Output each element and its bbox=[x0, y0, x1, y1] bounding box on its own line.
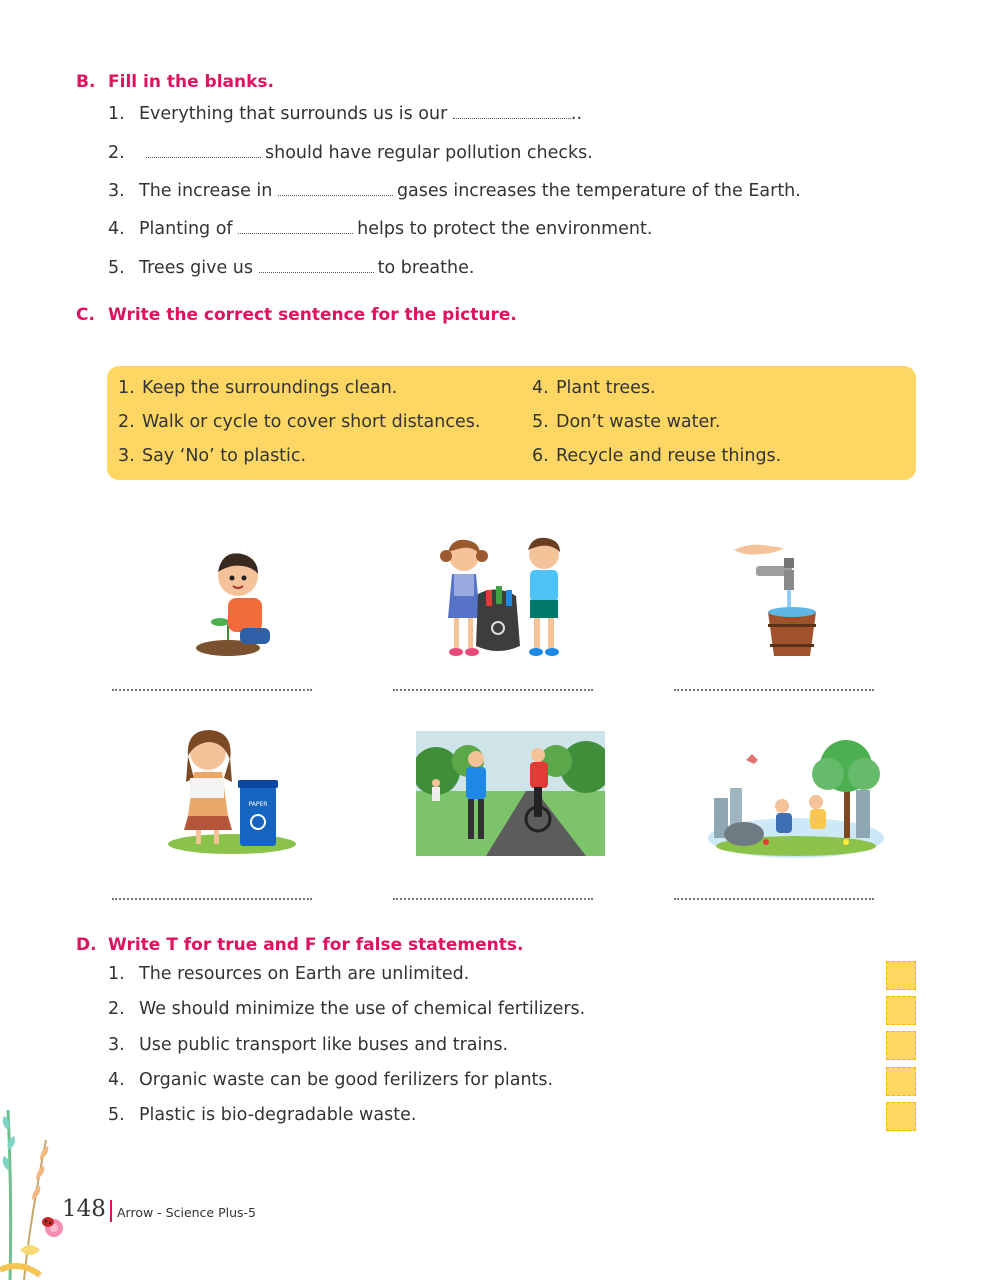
answer-line-6[interactable] bbox=[674, 897, 874, 900]
option-5 bbox=[532, 412, 720, 432]
option-text: Walk or cycle to cover short distances. bbox=[142, 412, 481, 432]
section-title: Fill in the blanks. bbox=[108, 72, 274, 92]
answer-line-3[interactable] bbox=[674, 688, 874, 691]
blank-item-4 bbox=[108, 219, 652, 239]
item-text-before: Everything that surrounds us is our bbox=[139, 104, 453, 124]
item-number: 3. bbox=[108, 181, 125, 201]
boy-planting-picture bbox=[188, 540, 284, 660]
item-text-after: to breathe. bbox=[377, 258, 475, 278]
answer-line-1[interactable] bbox=[112, 688, 312, 691]
tap-water-bucket-picture bbox=[730, 540, 830, 662]
option-text: Keep the surroundings clean. bbox=[142, 378, 398, 398]
item-number: 2. bbox=[108, 143, 125, 163]
book-title: Arrow - Science Plus-5 bbox=[117, 1205, 257, 1220]
statement-text: Organic waste can be good ferilizers for plants. bbox=[139, 1070, 554, 1090]
option-text: Say ‘No’ to plastic. bbox=[142, 446, 307, 466]
footer-divider bbox=[110, 1200, 112, 1222]
item-number: 4. bbox=[108, 219, 125, 239]
bin-label: PAPER bbox=[248, 801, 268, 808]
item-number: 1. bbox=[108, 964, 125, 984]
blank-line[interactable] bbox=[238, 219, 353, 234]
blank-line[interactable] bbox=[146, 143, 261, 158]
tf-statement-4 bbox=[108, 1070, 553, 1090]
option-4 bbox=[532, 378, 656, 398]
item-number: 1. bbox=[108, 104, 125, 124]
blank-item-5 bbox=[108, 258, 474, 278]
section-letter: B. bbox=[76, 72, 96, 92]
option-number: 2. bbox=[118, 412, 135, 432]
answer-line-5[interactable] bbox=[393, 897, 593, 900]
section-title: Write the correct sentence for the picture. bbox=[108, 305, 517, 325]
option-number: 1. bbox=[118, 378, 135, 398]
tf-answer-box-1[interactable] bbox=[886, 961, 916, 990]
section-c-heading bbox=[76, 305, 517, 325]
option-number: 4. bbox=[532, 378, 549, 398]
item-number: 2. bbox=[108, 999, 125, 1019]
statement-text: Use public transport like buses and trains. bbox=[139, 1035, 509, 1055]
blank-line[interactable] bbox=[453, 104, 571, 119]
section-letter: D. bbox=[76, 935, 97, 955]
option-number: 6. bbox=[532, 446, 549, 466]
option-6 bbox=[532, 446, 781, 466]
blank-line[interactable] bbox=[278, 181, 393, 196]
tf-answer-box-5[interactable] bbox=[886, 1102, 916, 1131]
tf-answer-box-4[interactable] bbox=[886, 1067, 916, 1096]
item-text-after: .. bbox=[570, 104, 583, 124]
item-text-before: Planting of bbox=[139, 219, 239, 239]
tf-statement-2 bbox=[108, 999, 585, 1019]
item-text-after: helps to protect the environment. bbox=[357, 219, 653, 239]
page-number: 148 bbox=[62, 1196, 106, 1222]
option-2 bbox=[118, 412, 480, 432]
children-collecting-plastic-picture bbox=[436, 534, 572, 662]
tf-statement-3 bbox=[108, 1035, 508, 1055]
answer-line-2[interactable] bbox=[393, 688, 593, 691]
statement-text: The resources on Earth are unlimited. bbox=[139, 964, 470, 984]
item-number: 5. bbox=[108, 1105, 125, 1125]
option-number: 5. bbox=[532, 412, 549, 432]
statement-text: We should minimize the use of chemical fertilizers. bbox=[139, 999, 586, 1019]
option-text: Don’t waste water. bbox=[556, 412, 721, 432]
option-text: Recycle and reuse things. bbox=[556, 446, 782, 466]
option-3 bbox=[118, 446, 306, 466]
item-text-after: gases increases the temperature of the Earth. bbox=[396, 181, 801, 201]
answer-line-4[interactable] bbox=[112, 897, 312, 900]
tf-statement-5 bbox=[108, 1105, 416, 1125]
item-number: 4. bbox=[108, 1070, 125, 1090]
girl-recycling-paper-picture bbox=[164, 726, 300, 858]
blank-item-1 bbox=[108, 104, 582, 124]
people-walking-cycling-picture bbox=[416, 731, 605, 856]
option-number: 3. bbox=[118, 446, 135, 466]
blank-line[interactable] bbox=[259, 258, 374, 273]
option-text: Plant trees. bbox=[556, 378, 656, 398]
item-number: 5. bbox=[108, 258, 125, 278]
tf-statement-1 bbox=[108, 964, 469, 984]
section-b-heading bbox=[76, 72, 274, 92]
floral-decoration-icon bbox=[0, 1100, 70, 1280]
tf-answer-box-2[interactable] bbox=[886, 996, 916, 1025]
section-title: Write T for true and F for false statements. bbox=[108, 935, 524, 955]
blank-item-3 bbox=[108, 181, 801, 201]
item-number: 3. bbox=[108, 1035, 125, 1055]
children-cleaning-surroundings-picture bbox=[706, 738, 884, 860]
blank-item-2 bbox=[108, 143, 593, 163]
section-letter: C. bbox=[76, 305, 95, 325]
item-text-after: should have regular pollution checks. bbox=[265, 143, 593, 163]
option-1 bbox=[118, 378, 397, 398]
item-text-before: Trees give us bbox=[139, 258, 259, 278]
statement-text: Plastic is bio-degradable waste. bbox=[139, 1105, 417, 1125]
tf-answer-box-3[interactable] bbox=[886, 1031, 916, 1060]
section-d-heading bbox=[76, 935, 523, 955]
item-text-before: The increase in bbox=[139, 181, 278, 201]
